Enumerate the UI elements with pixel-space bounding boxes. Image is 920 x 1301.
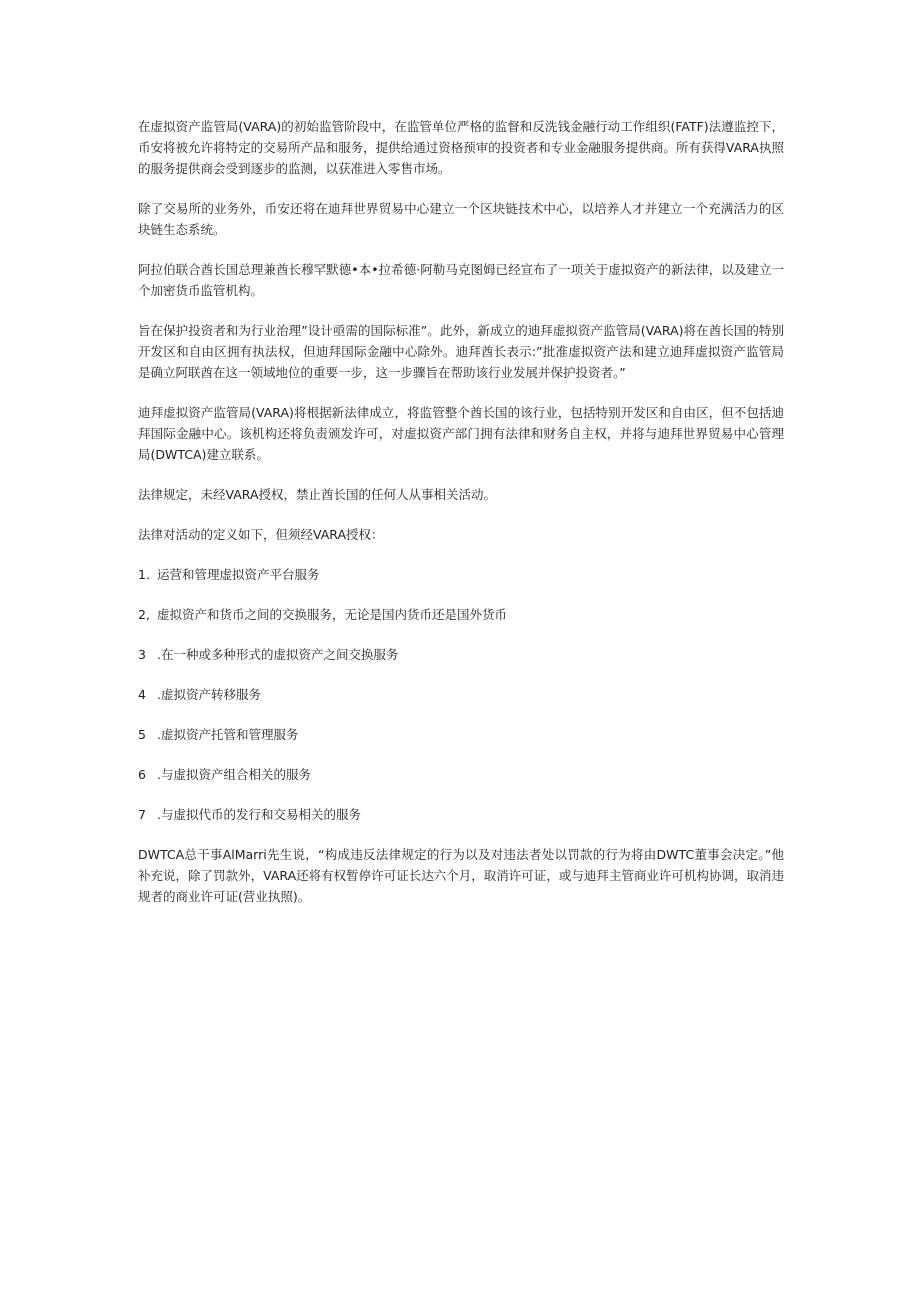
list-item-number: 5	[138, 727, 146, 742]
list-item-number: 4	[138, 687, 146, 702]
list-item-text: 运营和管理虚拟资产平台服务	[157, 567, 320, 582]
activity-list	[138, 564, 784, 825]
paragraph-new-law-announcement: 阿拉伯联合酋长国总理兼酋长穆罕默德•本•拉希德·阿勒马克图姆已经宣布了一项关于虚拟资产的新法律，以及建立一个加密货币监管机构。	[138, 262, 784, 298]
paragraph-international-standards: 旨在保护投资者和为行业治理”设计亟需的国际标准”。此外，新成立的迪拜虚拟资产监管局(VARA)将在酋长国的特别开发区和自由区拥有执法权，但迪拜国际金融中心除外。迪拜酋长表示:”批准虚拟资产法和建立迪拜虚拟资产监管局是确立阿联酋在这一领域地位的重要一步，这一步骤旨在帮助该行业发展并保护投资者。”	[138, 323, 784, 380]
paragraph-vara-initial-stage: 在虚拟资产监管局(VARA)的初始监管阶段中，在监管单位严格的监督和反洗钱金融行动工作组织(FATF)法遵监控下，币安将被允许将特定的交易所产品和服务，提供给通过资格预审的投资者和专业金融服务提供商。所有获得VARA执照的服务提供商会受到逐步的监测，以获准进入零售市场。	[138, 119, 784, 176]
document-body	[138, 116, 784, 926]
list-item-text: .虚拟资产转移服务	[157, 687, 261, 702]
list-item	[138, 764, 784, 785]
list-item	[138, 564, 784, 585]
list-item	[138, 684, 784, 705]
list-item-text: .在一种或多种形式的虚拟资产之间交换服务	[157, 647, 399, 662]
list-item-number: 3	[138, 647, 146, 662]
list-item-number: 7	[138, 807, 146, 822]
list-item-number: 1.	[138, 567, 150, 582]
list-item-text: .与虚拟资产组合相关的服务	[157, 767, 311, 782]
list-item	[138, 724, 784, 745]
paragraph-vara-establishment: 迪拜虚拟资产监管局(VARA)将根据新法律成立，将监管整个酋长国的该行业，包括特别开发区和自由区，但不包括迪拜国际金融中心。该机构还将负责颁发许可，对虚拟资产部门拥有法律和财务自主权，并将与迪拜世界贸易中心管理局(DWTCA)建立联系。	[138, 405, 784, 462]
paragraph-blockchain-center: 除了交易所的业务外，币安还将在迪拜世界贸易中心建立一个区块链技术中心，以培养人才并建立一个充满活力的区块链生态系统。	[138, 201, 784, 237]
paragraph-dwtca-statement: DWTCA总干事AlMarri先生说，“构成违反法律规定的行为以及对违法者处以罚款的行为将由DWTC董事会决定。”他补充说，除了罚款外，VARA还将有权暂停许可证长达六个月，取消许可证，或与迪拜主管商业许可机构协调，取消违规者的商业许可证(营业执照)。	[138, 847, 784, 904]
list-item-text: .与虚拟代币的发行和交易相关的服务	[157, 807, 361, 822]
list-item	[138, 604, 784, 625]
paragraph-law-prohibition: 法律规定，未经VARA授权，禁止酋长国的任何人从事相关活动。	[138, 487, 497, 502]
list-item	[138, 644, 784, 665]
paragraph-activity-definition: 法律对活动的定义如下，但须经VARA授权：	[138, 527, 384, 542]
list-item-number: 2,	[138, 607, 150, 622]
list-item-text: .虚拟资产托管和管理服务	[157, 727, 299, 742]
list-item-text: 虚拟资产和货币之间的交换服务，无论是国内货币还是国外货币	[157, 607, 508, 622]
list-item-number: 6	[138, 767, 146, 782]
list-item	[138, 804, 784, 825]
